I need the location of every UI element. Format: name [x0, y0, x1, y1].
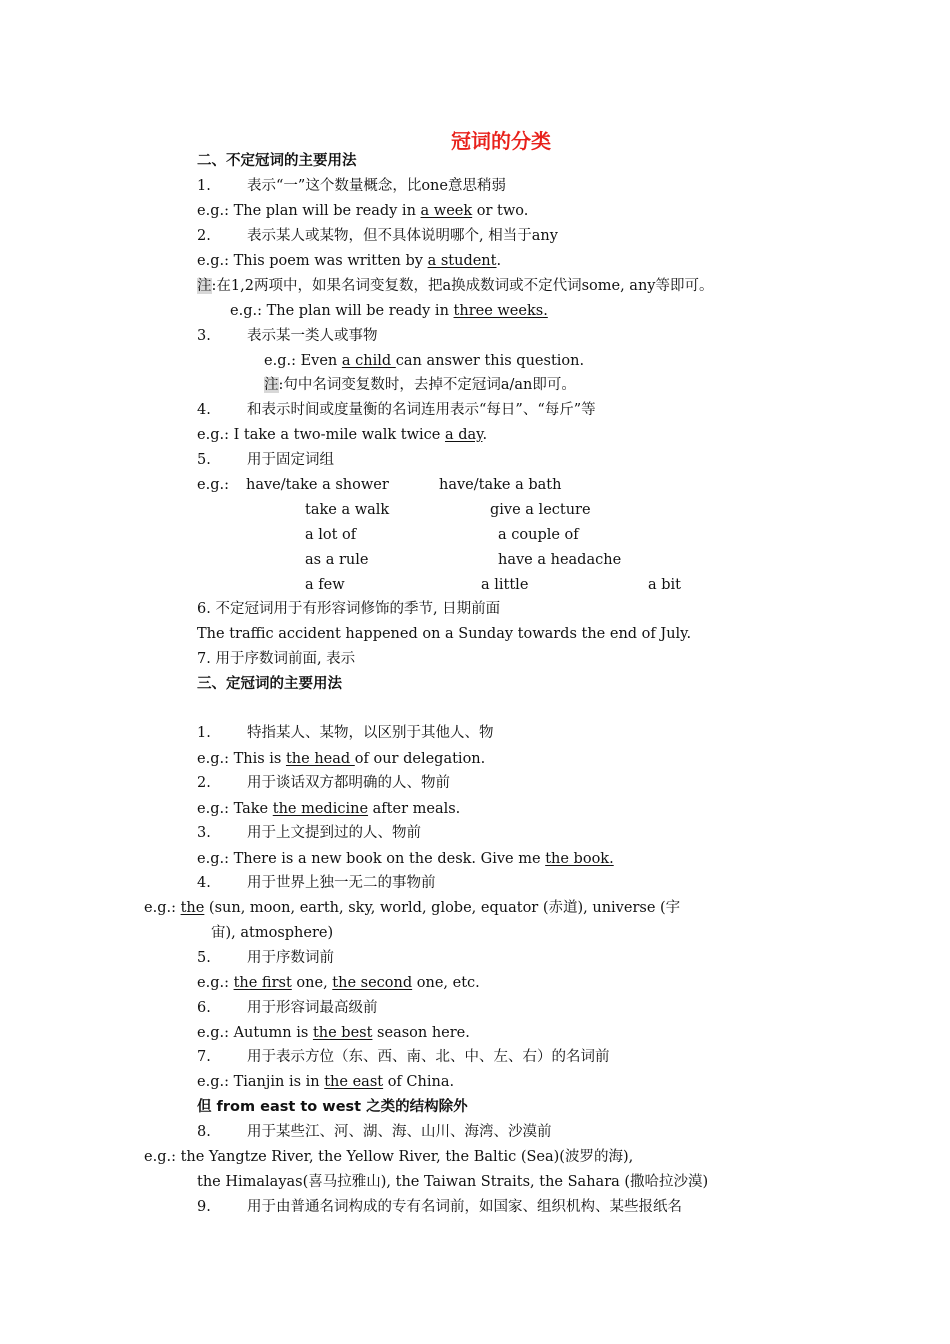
example-line: The traffic accident happened on a Sunday towards the end of July.: [197, 626, 692, 642]
list-item: 5. 用于固定词组: [197, 452, 334, 468]
list-item: 6. 不定冠词用于有形容词修饰的季节, 日期前面: [197, 601, 501, 617]
list-item: 2. 用于谈话双方都明确的人、物前: [197, 775, 450, 791]
list-item: 7. 用于表示方位（东、西、南、北、中、左、右）的名词前: [197, 1049, 610, 1065]
example-line: e.g.: Autumn is the best season here.: [197, 1025, 470, 1041]
example-line: e.g.: The plan will be ready in three weeks.: [230, 303, 548, 319]
phrase: have/take a shower: [246, 477, 389, 493]
phrase: a lot of: [305, 527, 357, 543]
phrase: a bit: [648, 577, 682, 593]
list-item: 1. 特指某人、某物，以区别于其他人、物: [197, 725, 494, 741]
list-item: 1. 表示“一”这个数量概念，比one意思稍弱: [197, 178, 506, 194]
list-item: 4. 用于世界上独一无二的事物前: [197, 875, 436, 891]
note-line: 注:在1,2两项中，如果名词变复数，把a换成数词或不定代词some, any等即可。: [197, 278, 714, 294]
example-line: e.g.: Tianjin is in the east of China.: [197, 1074, 455, 1090]
note-line: 注:句中名词变复数时，去掉不定冠词a/an即可。: [264, 377, 576, 393]
example-line: e.g.: Take the medicine after meals.: [197, 801, 461, 817]
example-line: e.g.: This is the head of our delegation.: [197, 751, 486, 767]
list-item: 9. 用于由普通名词构成的专有名词前，如国家、组织机构、某些报纸名: [197, 1199, 682, 1215]
phrase: a little: [481, 577, 529, 593]
example-line: e.g.: This poem was written by a student.: [197, 253, 502, 269]
note-label: 注: [264, 377, 279, 393]
phrase: take a walk: [305, 502, 390, 518]
list-item: 3. 表示某一类人或事物: [197, 328, 378, 344]
list-item: 3. 用于上文提到过的人、物前: [197, 825, 421, 841]
phrase: a couple of: [498, 527, 579, 543]
list-item: 2. 表示某人或某物，但不具体说明哪个, 相当于any: [197, 228, 558, 244]
page-title: 冠词的分类: [451, 129, 551, 153]
exception-note: 但 from east to west 之类的结构除外: [197, 1099, 468, 1115]
phrase: have/take a bath: [439, 477, 562, 493]
list-item: 8. 用于某些江、河、湖、海、山川、海湾、沙漠前: [197, 1124, 552, 1140]
section-heading-definite: 三、定冠词的主要用法: [197, 676, 342, 692]
list-item: 6. 用于形容词最高级前: [197, 1000, 378, 1016]
example-line: e.g.: the (sun, moon, earth, sky, world, globe, equator (赤道), universe (宇: [144, 900, 681, 916]
list-item: 5. 用于序数词前: [197, 950, 334, 966]
example-line: e.g.: Even a child can answer this question.: [264, 353, 585, 369]
example-line: e.g.: The plan will be ready in a week or two.: [197, 203, 529, 219]
note-label: 注: [197, 278, 212, 294]
example-prefix: e.g.:: [197, 477, 229, 493]
example-line: the Himalayas(喜马拉雅山), the Taiwan Straits, the Sahara (撒哈拉沙漠): [197, 1174, 709, 1190]
phrase: give a lecture: [490, 502, 591, 518]
example-line: e.g.: the Yangtze River, the Yellow River, the Baltic (Sea)(波罗的海),: [144, 1149, 634, 1165]
list-item: 4. 和表示时间或度量衡的名词连用表示“每日”、“每斤”等: [197, 402, 596, 418]
list-item: 7. 用于序数词前面, 表示: [197, 651, 356, 667]
phrase: a few: [305, 577, 345, 593]
phrase: have a headache: [498, 552, 622, 568]
phrase: as a rule: [305, 552, 369, 568]
example-line: e.g.: I take a two-mile walk twice a day.: [197, 427, 488, 443]
example-line: 宙), atmosphere): [211, 925, 334, 941]
example-line: e.g.: the first one, the second one, etc.: [197, 975, 480, 991]
example-line: e.g.: There is a new book on the desk. Give me the book.: [197, 851, 614, 867]
section-heading-indefinite: 二、不定冠词的主要用法: [197, 153, 357, 169]
